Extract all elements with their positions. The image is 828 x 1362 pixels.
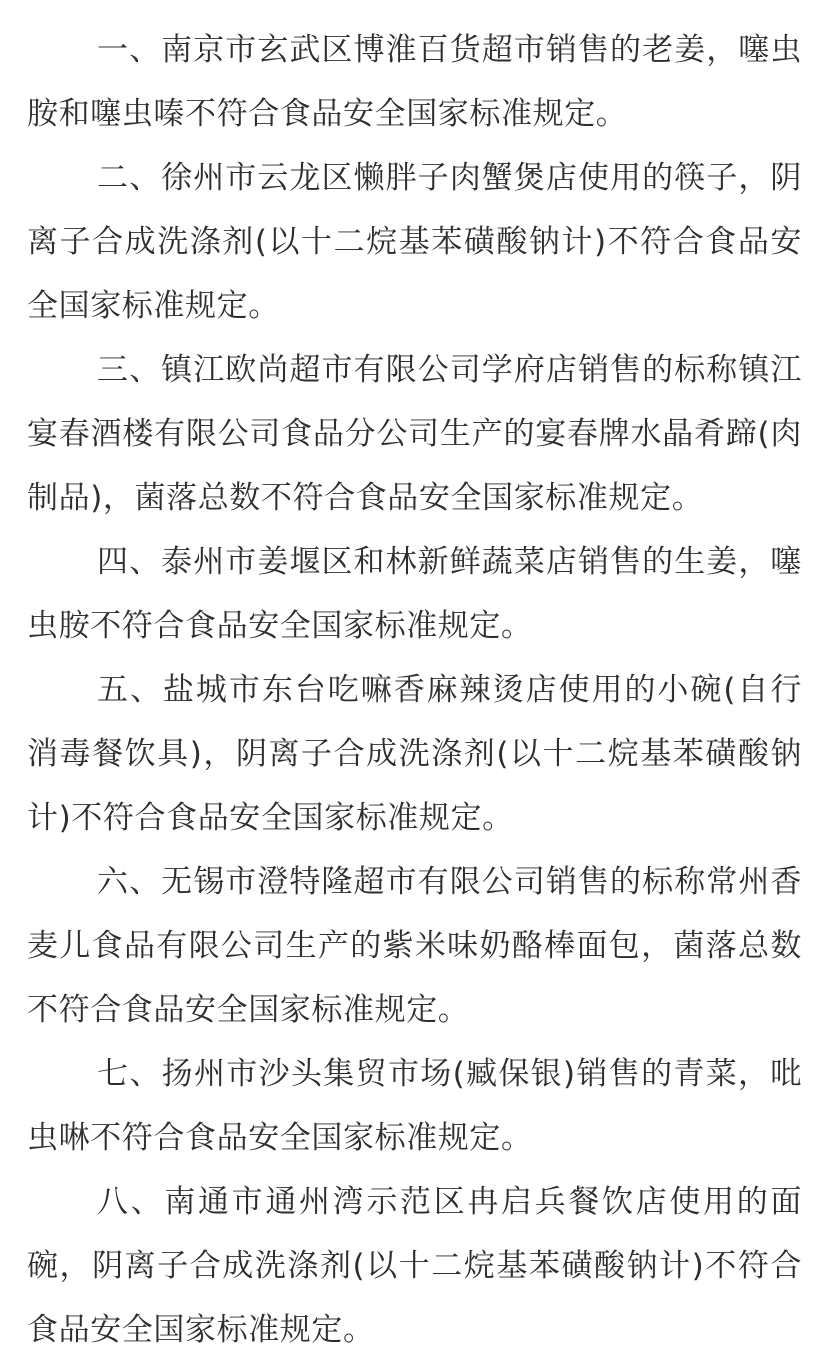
paragraph-item-3: 三、镇江欧尚超市有限公司学府店销售的标称镇江宴春酒楼有限公司食品分公司生产的宴春牌水晶肴蹄(肉制品)，菌落总数不符合食品安全国家标准规定。 [27,352,802,516]
paragraph-item-5: 五、盐城市东台吃嘛香麻辣烫店使用的小碗(自行消毒餐饮具)，阴离子合成洗涤剂(以十二烷基苯磺酸钠计)不符合食品安全国家标准规定。 [27,672,802,836]
paragraph-item-2: 二、徐州市云龙区懒胖子肉蟹煲店使用的筷子，阴离子合成洗涤剂(以十二烷基苯磺酸钠计)不符合食品安全国家标准规定。 [27,160,802,324]
paragraph-item-8: 八、南通市通州湾示范区冉启兵餐饮店使用的面碗，阴离子合成洗涤剂(以十二烷基苯磺酸钠计)不符合食品安全国家标准规定。 [27,1184,802,1348]
paragraph-item-4: 四、泰州市姜堰区和林新鲜蔬菜店销售的生姜，噻虫胺不符合食品安全国家标准规定。 [27,544,802,644]
paragraph-item-6: 六、无锡市澄特隆超市有限公司销售的标称常州香麦儿食品有限公司生产的紫米味奶酪棒面包，菌落总数不符合食品安全国家标准规定。 [27,864,802,1028]
paragraph-item-7: 七、扬州市沙头集贸市场(臧保银)销售的青菜，吡虫啉不符合食品安全国家标准规定。 [27,1056,802,1156]
paragraph-item-1: 一、南京市玄武区博淮百货超市销售的老姜，噻虫胺和噻虫嗪不符合食品安全国家标准规定。 [27,32,802,132]
